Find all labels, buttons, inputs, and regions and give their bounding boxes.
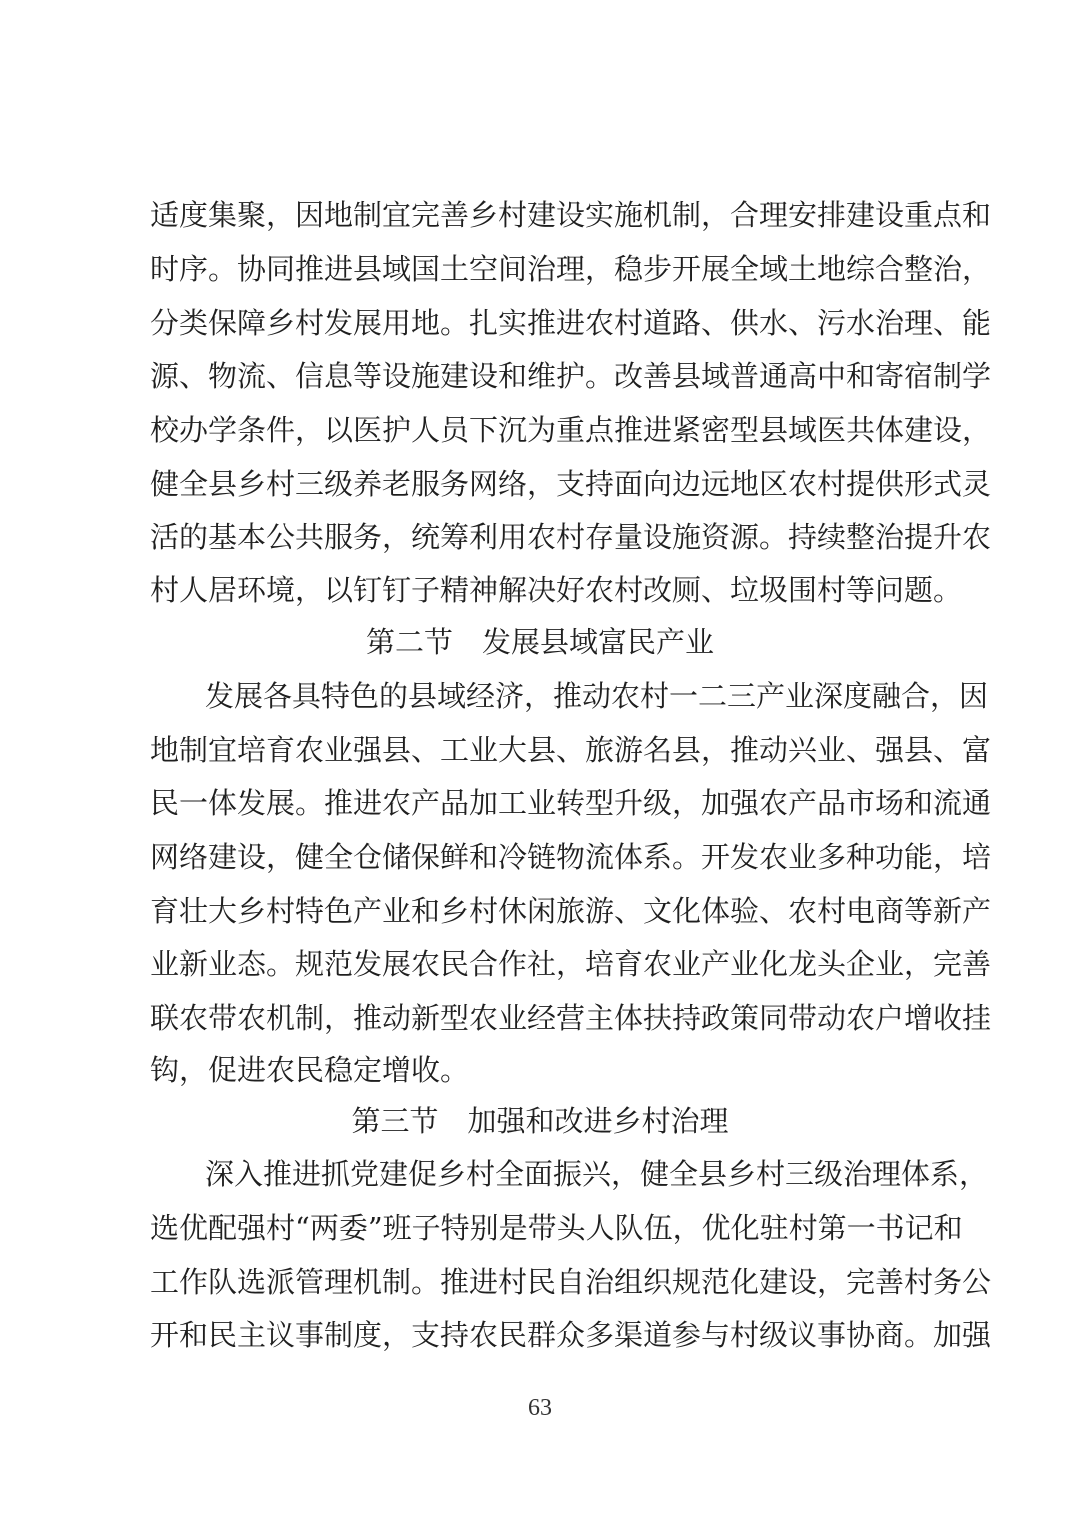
text-line: 联农带农机制，推动新型农业经营主体扶持政策同带动农户增收挂 [150, 1001, 992, 1035]
section-heading: 第三节 加强和改进乡村治理 [351, 1104, 729, 1138]
text-line: 健全县乡村三级养老服务网络，支持面向边远地区农村提供形式灵 [150, 467, 992, 501]
text-line: 校办学条件，以医护人员下沉为重点推进紧密型县域医共体建设， [150, 413, 992, 447]
text-line: 村人居环境，以钉钉子精神解决好农村改厕、垃圾围村等问题。 [150, 573, 963, 607]
section-heading: 第二节 发展县域富民产业 [365, 625, 714, 659]
text-line: 开和民主议事制度，支持农民群众多渠道参与村级议事协商。加强 [150, 1318, 992, 1352]
text-line: 网络建设，健全仓储保鲜和冷链物流体系。开发农业多种功能，培 [150, 840, 992, 874]
text-line: 地制宜培育农业强县、工业大县、旅游名县，推动兴业、强县、富 [150, 733, 992, 767]
text-line: 源、物流、信息等设施建设和维护。改善县域普通高中和寄宿制学 [150, 359, 992, 393]
page-number: 63 [528, 1395, 552, 1421]
text-line: 民一体发展。推进农产品加工业转型升级，加强农产品市场和流通 [150, 786, 992, 820]
text-line: 育壮大乡村特色产业和乡村休闲旅游、文化体验、农村电商等新产 [150, 894, 992, 928]
text-line: 活的基本公共服务，统筹利用农村存量设施资源。持续整治提升农 [150, 520, 992, 554]
text-line: 业新业态。规范发展农民合作社，培育农业产业化龙头企业，完善 [150, 947, 992, 981]
text-line: 分类保障乡村发展用地。扎实推进农村道路、供水、污水治理、能 [150, 306, 992, 340]
text-line: 深入推进抓党建促乡村全面振兴，健全县乡村三级治理体系， [205, 1157, 989, 1191]
text-line: 时序。协同推进县域国土空间治理，稳步开展全域土地综合整治， [150, 252, 992, 286]
text-line: 发展各具特色的县域经济，推动农村一二三产业深度融合，因 [205, 679, 989, 713]
text-line: 选优配强村“两委”班子特别是带头人队伍，优化驻村第一书记和 [150, 1211, 963, 1245]
text-line: 适度集聚，因地制宜完善乡村建设实施机制，合理安排建设重点和 [150, 198, 992, 232]
text-line: 工作队选派管理机制。推进村民自治组织规范化建设，完善村务公 [150, 1265, 992, 1299]
text-line: 钩，促进农民稳定增收。 [150, 1053, 470, 1087]
